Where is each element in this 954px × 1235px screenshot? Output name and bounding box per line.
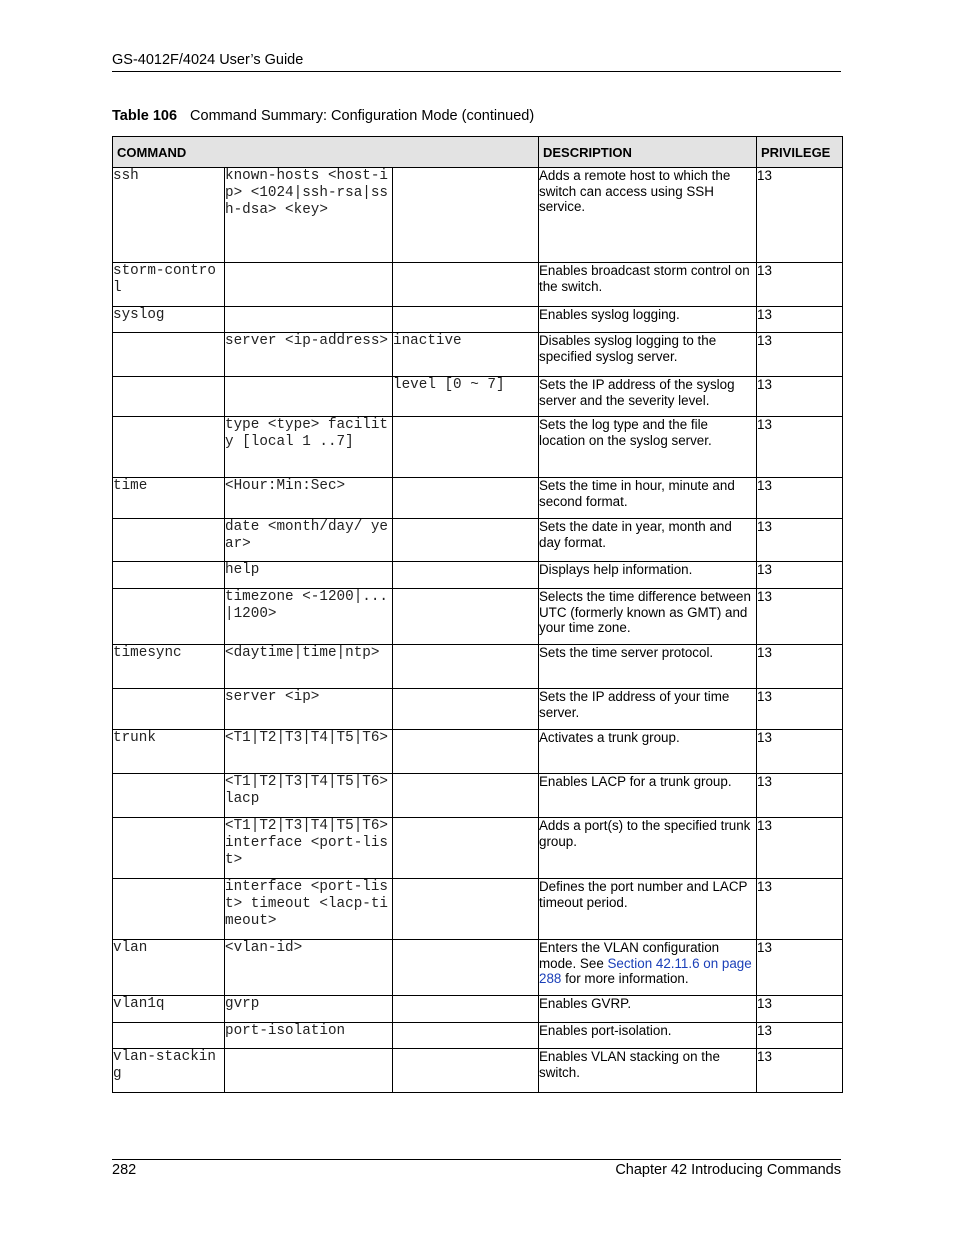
command-cell: trunk	[113, 730, 225, 774]
description-cell: Enables VLAN stacking on the switch.	[539, 1049, 757, 1093]
privilege-cell: 13	[757, 818, 843, 879]
page-number: 282	[112, 1162, 137, 1178]
description-cell	[539, 940, 757, 996]
description-cell: Sets the time server protocol.	[539, 645, 757, 689]
option-cell	[393, 417, 539, 478]
privilege-cell: 13	[757, 1023, 843, 1049]
privilege-cell: 13	[757, 263, 843, 307]
privilege-cell: 13	[757, 774, 843, 818]
command-cell	[113, 879, 225, 940]
description-cell: Enables LACP for a trunk group.	[539, 774, 757, 818]
description-cell: Selects the time difference between UTC (formerly known as GMT) and your time zone.	[539, 589, 757, 645]
privilege-cell: 13	[757, 519, 843, 562]
privilege-cell: 13	[757, 377, 843, 417]
command-cell	[113, 377, 225, 417]
table-row	[113, 774, 843, 818]
table-row	[113, 333, 843, 377]
subcommand-cell: timezone <-1200|...|1200>	[225, 589, 393, 645]
description-text: for more information.	[561, 971, 689, 987]
command-cell	[113, 589, 225, 645]
table-row	[113, 417, 843, 478]
option-cell: inactive	[393, 333, 539, 377]
command-cell: syslog	[113, 307, 225, 333]
header-rule	[112, 71, 841, 72]
description-cell: Defines the port number and LACP timeout period.	[539, 879, 757, 940]
chapter-title: Chapter 42 Introducing Commands	[615, 1162, 841, 1178]
description-cell: Enables syslog logging.	[539, 307, 757, 333]
privilege-cell: 13	[757, 562, 843, 589]
table-row	[113, 562, 843, 589]
privilege-cell: 13	[757, 940, 843, 996]
header-privilege: PRIVILEGE	[757, 137, 843, 168]
option-cell	[393, 730, 539, 774]
subcommand-cell: <T1|T2|T3|T4|T5|T6>	[225, 730, 393, 774]
command-cell	[113, 1023, 225, 1049]
privilege-cell: 13	[757, 645, 843, 689]
option-cell	[393, 519, 539, 562]
table-row	[113, 818, 843, 879]
command-cell	[113, 774, 225, 818]
command-cell: vlan-stacking	[113, 1049, 225, 1093]
privilege-cell: 13	[757, 589, 843, 645]
table-header-row	[113, 137, 843, 168]
table-row	[113, 645, 843, 689]
subcommand-cell: known-hosts <host-ip> <1024|ssh-rsa|ssh-dsa> <key>	[225, 168, 393, 263]
option-cell	[393, 818, 539, 879]
table-row	[113, 519, 843, 562]
table-row	[113, 377, 843, 417]
table-row	[113, 263, 843, 307]
option-cell	[393, 996, 539, 1023]
subcommand-cell: <T1|T2|T3|T4|T5|T6>lacp	[225, 774, 393, 818]
privilege-cell: 13	[757, 879, 843, 940]
description-cell: Sets the log type and the file location on the syslog server.	[539, 417, 757, 478]
subcommand-cell	[225, 1049, 393, 1093]
command-cell: storm-control	[113, 263, 225, 307]
privilege-cell: 13	[757, 417, 843, 478]
privilege-cell: 13	[757, 168, 843, 263]
description-cell: Sets the date in year, month and day format.	[539, 519, 757, 562]
description-cell: Enables port-isolation.	[539, 1023, 757, 1049]
description-cell: Adds a port(s) to the specified trunk group.	[539, 818, 757, 879]
privilege-cell: 13	[757, 1049, 843, 1093]
description-cell: Enables GVRP.	[539, 996, 757, 1023]
subcommand-cell: port-isolation	[225, 1023, 393, 1049]
subcommand-cell: date <month/day/ year>	[225, 519, 393, 562]
subcommand-cell: interface <port-list> timeout <lacp-timeout>	[225, 879, 393, 940]
privilege-cell: 13	[757, 478, 843, 519]
subcommand-cell: server <ip-address>	[225, 333, 393, 377]
subcommand-cell	[225, 377, 393, 417]
privilege-cell: 13	[757, 996, 843, 1023]
table-row	[113, 879, 843, 940]
option-cell	[393, 263, 539, 307]
subcommand-cell: help	[225, 562, 393, 589]
command-cell: vlan1q	[113, 996, 225, 1023]
subcommand-cell: type <type> facility [local 1 ..7]	[225, 417, 393, 478]
subcommand-cell: <T1|T2|T3|T4|T5|T6>interface <port-list>	[225, 818, 393, 879]
privilege-cell: 13	[757, 333, 843, 377]
section-link[interactable]: Section 42.11.6 on page 288	[539, 955, 752, 987]
description-cell: Sets the IP address of the syslog server and the severity level.	[539, 377, 757, 417]
option-cell	[393, 478, 539, 519]
option-cell	[393, 1049, 539, 1093]
command-cell: timesync	[113, 645, 225, 689]
privilege-cell: 13	[757, 307, 843, 333]
command-cell	[113, 519, 225, 562]
privilege-cell: 13	[757, 689, 843, 730]
command-cell: ssh	[113, 168, 225, 263]
table-row	[113, 1049, 843, 1093]
table-row	[113, 940, 843, 996]
description-cell: Adds a remote host to which the switch can access using SSH service.	[539, 168, 757, 263]
option-cell	[393, 1023, 539, 1049]
subcommand-cell	[225, 263, 393, 307]
table-row	[113, 589, 843, 645]
option-cell	[393, 879, 539, 940]
table-row	[113, 1023, 843, 1049]
table-number: Table 106	[112, 108, 178, 124]
table-caption	[112, 108, 534, 124]
table-row	[113, 996, 843, 1023]
table-row	[113, 307, 843, 333]
option-cell: level [0 ~ 7]	[393, 377, 539, 417]
option-cell	[393, 689, 539, 730]
table-row	[113, 168, 843, 263]
command-cell	[113, 417, 225, 478]
option-cell	[393, 307, 539, 333]
option-cell	[393, 774, 539, 818]
table-row	[113, 689, 843, 730]
command-cell	[113, 562, 225, 589]
footer-rule	[112, 1159, 841, 1160]
subcommand-cell: server <ip>	[225, 689, 393, 730]
privilege-cell: 13	[757, 730, 843, 774]
description-cell: Sets the IP address of your time server.	[539, 689, 757, 730]
description-cell: Disables syslog logging to the specified syslog server.	[539, 333, 757, 377]
table-row	[113, 730, 843, 774]
subcommand-cell: <vlan-id>	[225, 940, 393, 996]
command-cell: time	[113, 478, 225, 519]
page-header-title: GS-4012F/4024 User’s Guide	[112, 52, 304, 68]
table-row	[113, 478, 843, 519]
command-cell: vlan	[113, 940, 225, 996]
option-cell	[393, 645, 539, 689]
header-description: DESCRIPTION	[539, 137, 757, 168]
option-cell	[393, 168, 539, 263]
header-command: COMMAND	[113, 137, 539, 168]
description-cell: Displays help information.	[539, 562, 757, 589]
table-title: Command Summary: Configuration Mode (continued)	[190, 108, 535, 124]
description-text: Enters the VLAN configuration mode. See	[539, 940, 720, 971]
command-summary-table	[112, 136, 843, 1093]
command-cell	[113, 818, 225, 879]
subcommand-cell: <Hour:Min:Sec>	[225, 478, 393, 519]
description-cell: Sets the time in hour, minute and second format.	[539, 478, 757, 519]
subcommand-cell: <daytime|time|ntp>	[225, 645, 393, 689]
subcommand-cell	[225, 307, 393, 333]
subcommand-cell: gvrp	[225, 996, 393, 1023]
description-cell: Enables broadcast storm control on the switch.	[539, 263, 757, 307]
option-cell	[393, 589, 539, 645]
description-cell: Activates a trunk group.	[539, 730, 757, 774]
option-cell	[393, 562, 539, 589]
command-cell	[113, 689, 225, 730]
command-cell	[113, 333, 225, 377]
option-cell	[393, 940, 539, 996]
